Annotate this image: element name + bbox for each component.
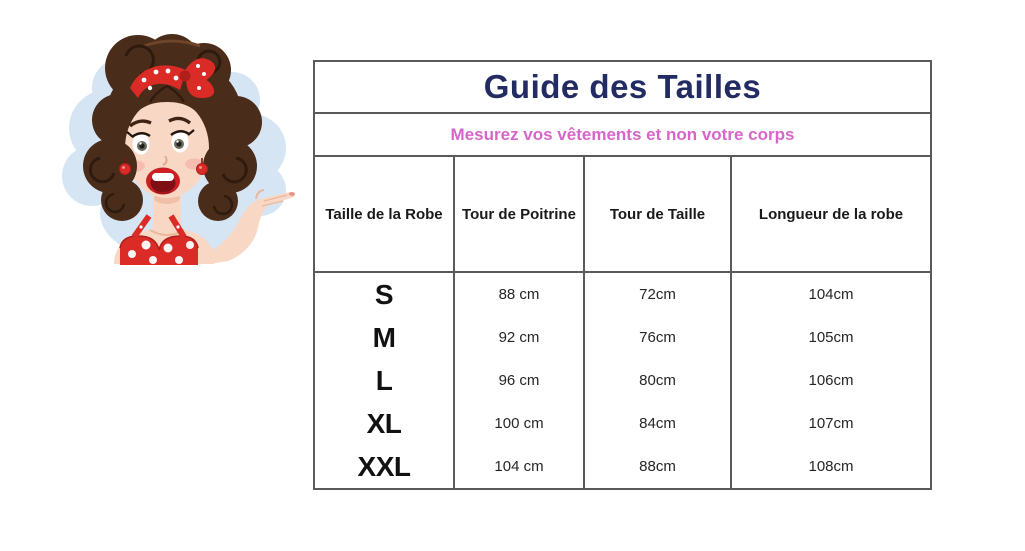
- pinup-girl-illustration: [52, 8, 304, 270]
- waist-value: 88cm: [583, 445, 730, 488]
- length-value: 104cm: [730, 273, 930, 316]
- size-label: XXL: [357, 450, 411, 482]
- mouth: [146, 168, 180, 195]
- table-header-row: [315, 157, 930, 273]
- column-header-dress-size: Taille de la Robe: [325, 205, 443, 223]
- waist-value: 72cm: [583, 273, 730, 316]
- table-title: Guide des Tailles: [315, 62, 930, 114]
- column-header-length: Longueur de la robe: [730, 157, 930, 271]
- bust-value: 92 cm: [453, 316, 583, 359]
- bust-value: 100 cm: [453, 402, 583, 445]
- size-label: L: [375, 364, 393, 396]
- waist-value: 80cm: [583, 359, 730, 402]
- bust-value: 104 cm: [453, 445, 583, 488]
- table-body: [315, 273, 930, 488]
- length-value: 107cm: [730, 402, 930, 445]
- length-value: 106cm: [730, 359, 930, 402]
- size-label: S: [374, 278, 394, 310]
- column-header-waist: Tour de Taille: [583, 157, 730, 271]
- size-label: XL: [366, 407, 402, 439]
- size-guide-table: [313, 60, 932, 490]
- bust-value: 88 cm: [453, 273, 583, 316]
- size-label: M: [372, 321, 396, 353]
- waist-value: 76cm: [583, 316, 730, 359]
- bust-value: 96 cm: [453, 359, 583, 402]
- waist-value: 84cm: [583, 402, 730, 445]
- column-header-bust: Tour de Poitrine: [453, 157, 583, 271]
- length-value: 105cm: [730, 316, 930, 359]
- table-subtitle: Mesurez vos vêtements et non votre corps: [315, 114, 930, 157]
- length-value: 108cm: [730, 445, 930, 488]
